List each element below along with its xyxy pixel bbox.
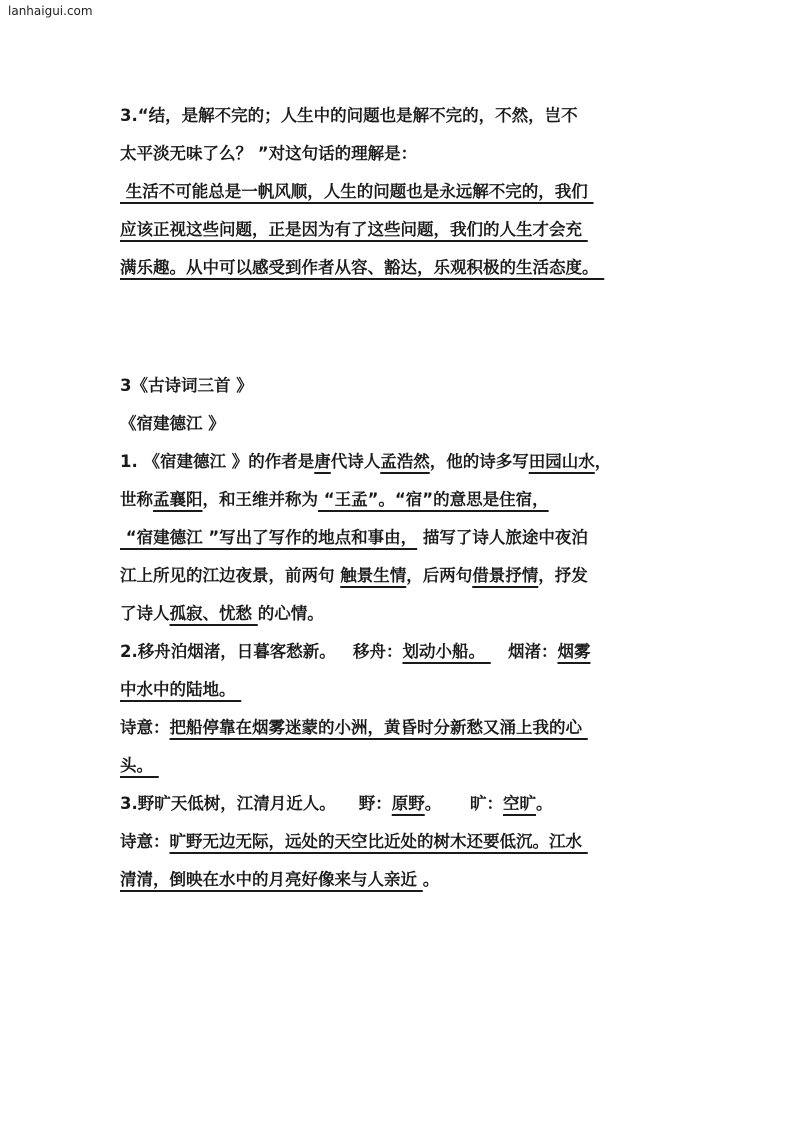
answer-theme: 田园山水 (528, 452, 595, 471)
text: 。 旷： (424, 794, 503, 813)
item2-line (120, 709, 720, 747)
item3-line (120, 785, 720, 823)
site-watermark: lanhaigui.com (8, 4, 93, 18)
section-title: 3《古诗词三首 》 (120, 376, 253, 395)
poem-title: 《宿建德江 》 (120, 414, 225, 433)
item2-line (120, 633, 720, 671)
text: 。 (422, 870, 440, 889)
text: ，抒发 (538, 566, 588, 585)
text: 诗意： (120, 718, 170, 737)
text: 烟渚： (490, 642, 558, 661)
document-body (120, 97, 720, 899)
text: 3.野旷天低树，江清月近人。 野： (120, 794, 392, 813)
text: 了诗人 (120, 604, 170, 623)
answer-meaning: 清清，倒映在水中的月亮好像来与人亲近 (120, 870, 423, 889)
item2-line: 头。 (120, 756, 159, 775)
text: 代诗人 (330, 452, 381, 471)
item2-line: 中水中的陆地。 (120, 680, 242, 699)
text: 江上所见的江边夜景，前两句 (120, 566, 341, 585)
question-line: 太平淡无味了么？ ”对这句话的理解是： (120, 144, 418, 163)
answer-line: 生活不可能总是一帆风顺，人生的问题也是永远解不完的，我们 (120, 182, 594, 201)
answer-author: 孟浩然 (380, 452, 430, 471)
answer-line: 应该正视这些问题，正是因为有了这些问题，我们的人生才会充 (120, 220, 588, 239)
text: ， (594, 452, 612, 471)
text: 诗意： (120, 832, 170, 851)
item1-line (120, 595, 720, 633)
answer-word: 烟雾 (557, 642, 591, 661)
question-line: 3.“结，是解不完的；人生中的问题也是解不完的，不然，岂不 (120, 106, 578, 125)
text: 1. 《宿建德江 》的作者是 (120, 452, 315, 471)
answer-dynasty: 唐 (314, 452, 331, 471)
answer-technique: 借景抒情 (472, 566, 539, 585)
text: 描写了诗人旅途中夜泊 (417, 528, 588, 547)
text: 的心情。 (257, 604, 324, 623)
item3-line (120, 861, 720, 899)
text: ，他的诗多写 (429, 452, 529, 471)
text: 。 (535, 794, 553, 813)
answer-explanation: “宿建德江 ”写出了写作的地点和事由， (120, 528, 418, 547)
answer-emotion: 孤寂、忧愁 (169, 604, 258, 623)
item1-line (120, 481, 720, 519)
item1-line (120, 443, 720, 481)
answer-title: 孟襄阳 (153, 490, 203, 509)
answer-meaning: 旷野无边无际，远处的天空比近处的树木还要低沉。江水 (169, 832, 588, 851)
spacer (120, 287, 720, 367)
answer-technique: 触景生情 (340, 566, 407, 585)
text: 2.移舟泊烟渚，日暮客愁新。 移舟： (120, 642, 403, 661)
item3-line (120, 823, 720, 861)
answer-meaning: “王孟”。“宿”的意思是住宿， (318, 490, 549, 509)
item1-line (120, 519, 720, 557)
answer-word: 空旷 (502, 794, 536, 813)
item1-line (120, 557, 720, 595)
answer-meaning: 把船停靠在烟雾迷蒙的小洲，黄昏时分新愁又涌上我的心 (169, 718, 588, 737)
text: ，和王维并称为 (202, 490, 318, 509)
text: 世称 (120, 490, 153, 509)
answer-word: 原野 (391, 794, 425, 813)
text: ，后两句 (406, 566, 473, 585)
answer-word: 划动小船。 (402, 642, 491, 661)
answer-line: 满乐趣。从中可以感受到作者从容、豁达，乐观积极的生活态度。 (120, 258, 605, 277)
